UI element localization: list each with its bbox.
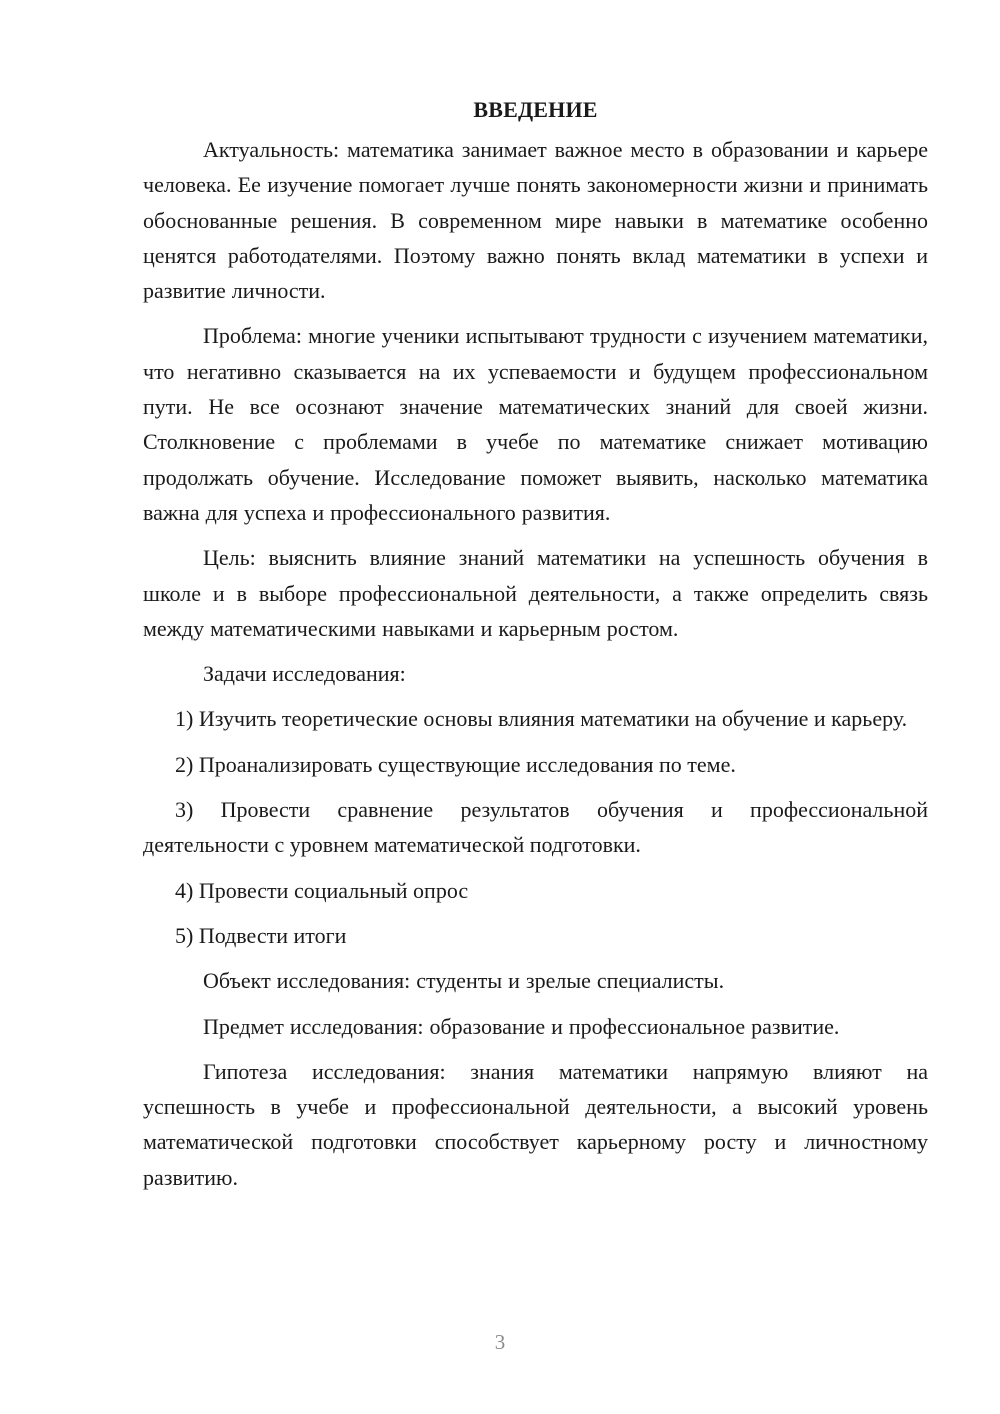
task-item-4: 4) Провести социальный опрос	[175, 877, 469, 903]
section-heading: ВВЕДЕНИЕ	[473, 97, 598, 122]
tasks-title: Задачи исследования:	[203, 661, 406, 687]
task-item-1: 1) Изучить теоретические основы влияния математики на обучение и карьеру.	[175, 706, 908, 732]
object-paragraph: Объект исследования: студенты и зрелые специалисты.	[203, 968, 725, 994]
task-item-2: 2) Проанализировать существующие исследования по теме.	[175, 751, 736, 777]
subject-paragraph: Предмет исследования: образование и профессиональное развитие.	[203, 1013, 840, 1039]
document-page	[143, 92, 928, 1205]
page-number: 3	[494, 1330, 506, 1354]
task-item-3: 3) Провести сравнение результатов обучения и профессиональной деятельности с уровнем математической подготовки.	[143, 797, 928, 858]
problem-paragraph: Проблема: многие ученики испытывают трудности с изучением математики, что негативно сказывается на их успеваемости и будущем профессиональном пути. Не все осознают значение математических знаний для своей жизни. Столкновение с проблемами в учебе по математике снижает мотивацию продолжать обучение. Исследование поможет выявить, насколько математика важна для успеха и профессионального развития.	[143, 323, 928, 525]
hypothesis-paragraph: Гипотеза исследования: знания математики напрямую влияют на успешность в учебе и профессиональной деятельности, а высокий уровень математической подготовки способствует карьерному росту и личностному развитию.	[143, 1058, 928, 1190]
relevance-paragraph: Актуальность: математика занимает важное место в образовании и карьере человека. Ее изучение помогает лучше понять закономерности жизни и принимать обоснованные решения. В современном мире навыки в математике особенно ценятся работодателями. Поэтому важно понять вклад математики в успехи и развитие личности.	[143, 137, 928, 304]
goal-paragraph: Цель: выяснить влияние знаний математики на успешность обучения в школе и в выборе профессиональной деятельности, а также определить связь между математическими навыками и карьерным ростом.	[143, 545, 928, 641]
task-item-5: 5) Подвести итоги	[175, 922, 347, 948]
